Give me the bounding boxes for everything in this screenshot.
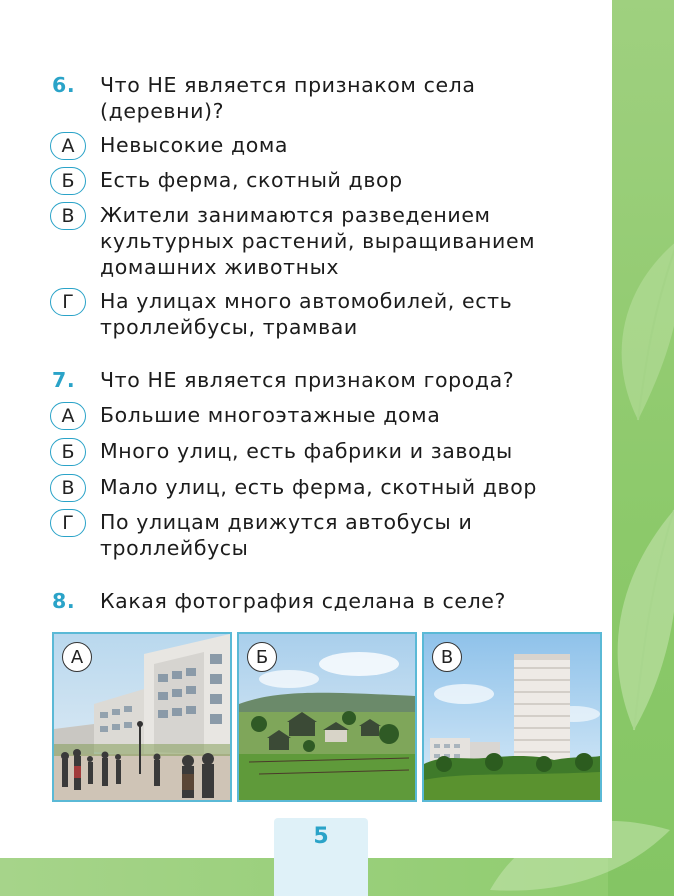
question-8 [52, 588, 588, 614]
decorative-side-panel [608, 0, 674, 896]
option-text: Большие многоэтажные дома [100, 403, 441, 427]
q6-option-b[interactable] [50, 167, 588, 195]
option-text: По улицам движутся автобусы и троллейбусы [100, 510, 473, 560]
question-6 [52, 72, 588, 124]
question-number: 8. [52, 589, 76, 613]
q7-option-d[interactable] [50, 509, 588, 561]
option-text: На улицах много автомобилей, есть троллейбусы, трамваи [100, 289, 513, 339]
question-number: 6. [52, 73, 76, 97]
option-letter[interactable]: Г [50, 288, 86, 316]
option-text: Мало улиц, есть ферма, скотный двор [100, 475, 537, 499]
question-text: Что НЕ является признаком села (деревни)? [100, 73, 476, 123]
q7-option-b[interactable] [50, 438, 588, 466]
option-text: Есть ферма, скотный двор [100, 168, 403, 192]
option-text: Много улиц, есть фабрики и заводы [100, 439, 513, 463]
option-text: Невысокие дома [100, 133, 289, 157]
option-letter[interactable]: Б [50, 167, 86, 195]
option-letter[interactable]: В [50, 474, 86, 502]
option-letter[interactable]: А [50, 132, 86, 160]
option-text: Жители занимаются разведением культурных растений, выращиванием домашних животных [100, 203, 536, 279]
page-number-tab [274, 818, 368, 896]
q6-option-a[interactable] [50, 132, 588, 160]
page-number: 5 [313, 824, 329, 849]
option-letter[interactable]: В [50, 202, 86, 230]
option-letter[interactable]: А [50, 402, 86, 430]
photo-letter: В [432, 642, 462, 672]
question-text: Какая фотография сделана в селе? [100, 589, 506, 613]
photo-letter: А [62, 642, 92, 672]
photo-a-city-street[interactable] [52, 632, 232, 802]
q7-option-a[interactable] [50, 402, 588, 430]
photo-c-high-rise[interactable] [422, 632, 602, 802]
q6-option-d[interactable] [50, 288, 588, 340]
q6-option-c[interactable] [50, 202, 588, 280]
question-number: 7. [52, 368, 76, 392]
q7-option-c[interactable] [50, 474, 588, 502]
question-text: Что НЕ является признаком города? [100, 368, 515, 392]
question-7 [52, 367, 588, 393]
photo-letter: Б [247, 642, 277, 672]
photo-b-village[interactable] [237, 632, 417, 802]
option-letter[interactable]: Б [50, 438, 86, 466]
option-letter[interactable]: Г [50, 509, 86, 537]
leaf-icon [604, 500, 674, 740]
